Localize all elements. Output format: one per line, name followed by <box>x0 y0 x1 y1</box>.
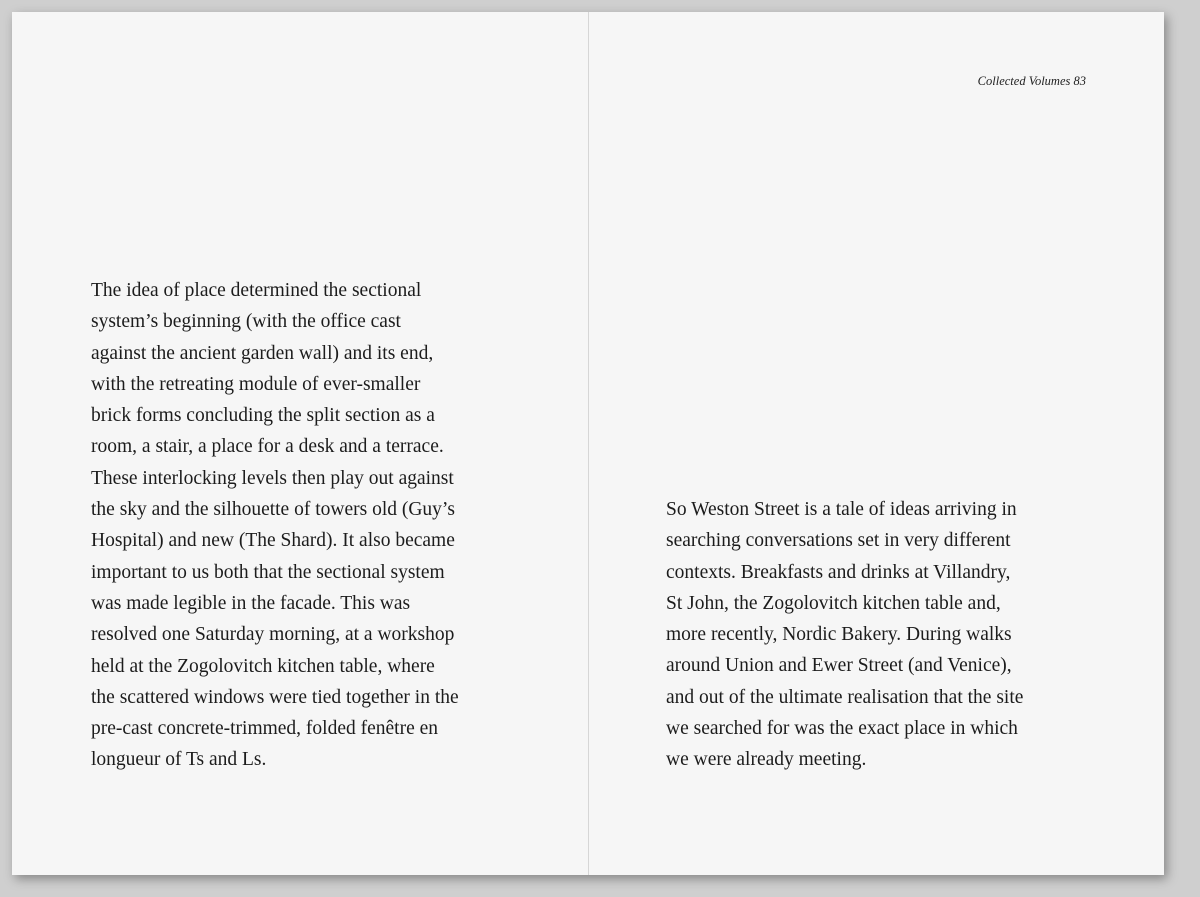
text-line: with the retreating module of ever-smaller <box>91 373 421 395</box>
right-page-paragraph <box>666 494 1023 776</box>
text-line: pre-cast concrete-trimmed, folded fenêtre en <box>91 718 439 740</box>
text-line: resolved one Saturday morning, at a workshop <box>91 624 455 646</box>
text-line: we were already meeting. <box>666 749 867 771</box>
text-line: held at the Zogolovitch kitchen table, where <box>91 655 435 677</box>
text-line: we searched for was the exact place in which <box>666 718 1018 740</box>
text-line: longueur of Ts and Ls. <box>91 749 267 771</box>
text-line: the sky and the silhouette of towers old (Guy’s <box>91 499 455 521</box>
text-line: more recently, Nordic Bakery. During walks <box>666 624 1012 646</box>
text-line: So Weston Street is a tale of ideas arriving in <box>666 499 1017 520</box>
left-page-paragraph <box>91 275 459 776</box>
text-line: important to us both that the sectional system <box>91 561 445 583</box>
text-line: These interlocking levels then play out against <box>91 467 454 489</box>
text-line: against the ancient garden wall) and its end, <box>91 342 434 364</box>
text-line: brick forms concluding the split section as a <box>91 405 435 427</box>
text-line: Hospital) and new (The Shard). It also became <box>91 530 455 552</box>
text-line: and out of the ultimate realisation that the site <box>666 686 1024 708</box>
text-line: The idea of place determined the sectional <box>91 280 422 301</box>
right-page <box>589 12 1164 875</box>
text-line: room, a stair, a place for a desk and a terrace. <box>91 436 444 458</box>
running-head: Collected Volumes 83 <box>977 74 1086 88</box>
text-line: the scattered windows were tied together in the <box>91 686 459 708</box>
text-line: St John, the Zogolovitch kitchen table and, <box>666 592 1001 614</box>
text-line: was made legible in the facade. This was <box>91 592 411 614</box>
left-page <box>12 12 588 875</box>
text-line: contexts. Breakfasts and drinks at Villandry, <box>666 561 1011 583</box>
book-spread <box>12 12 1164 875</box>
text-line: searching conversations set in very different <box>666 530 1011 552</box>
text-line: around Union and Ewer Street (and Venice), <box>666 655 1012 677</box>
text-line: system’s beginning (with the office cast <box>91 311 401 333</box>
